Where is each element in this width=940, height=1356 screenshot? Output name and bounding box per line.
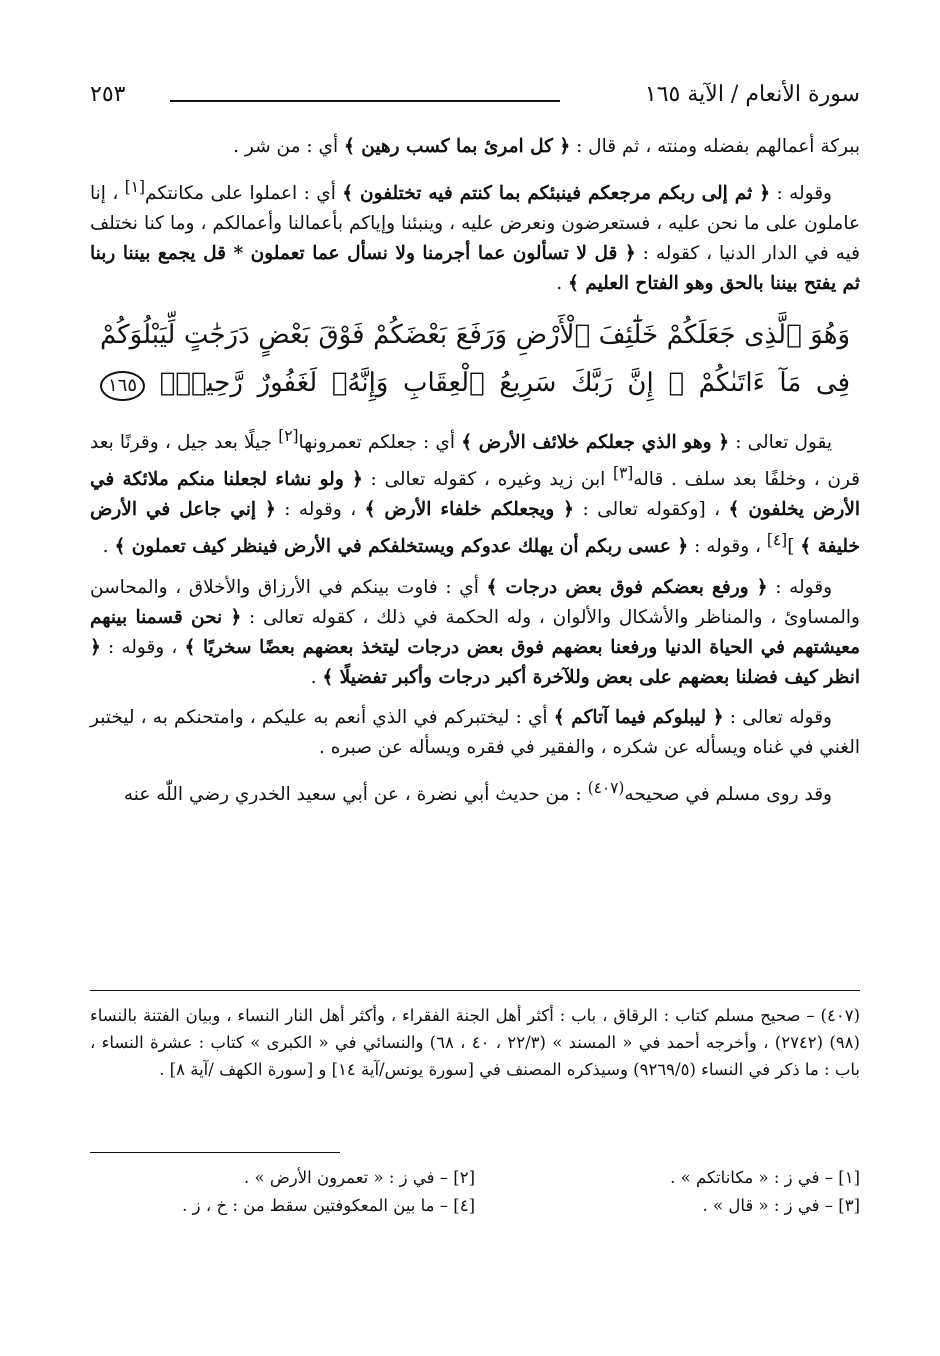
verse-block	[100, 311, 850, 407]
quran-quote: ﴿ إني جاعل في الأرض خليفة ﴾	[90, 499, 860, 558]
paragraph-2	[90, 172, 860, 299]
quran-quote: ﴿ عسى ربكم أن يهلك عدوكم ويستخلفكم في الأرض فينظر كيف تعملون ﴾	[114, 536, 689, 558]
paragraph-3	[90, 421, 860, 562]
variant-notes	[90, 1164, 860, 1220]
text: أي : جعلكم تعمرونها	[298, 432, 462, 454]
footnote: (٤٠٧) – صحيح مسلم كتاب : الرقاق ، باب : أكثر أهل الجنة الفقراء ، وأكثر أهل النار النساء ، وبيان الفتنة بالنساء (٩٨) (٢٧٤٢) ، وأخرجه أحمد في « المسند » (٢٢/٣ ، ٤٠ ، ٦٨) والنسائي في « الكبرى » كتاب : عشرة النساء ، باب : ما ذكر في النساء (٩٢٦٩/٥) وسيذكره المصنف في [سورة يونس/آية ١٤] و [سورة الكهف /آية ٨] .	[90, 1006, 860, 1079]
footnote-ref: (٤٠٧)	[587, 778, 625, 797]
text: : من حديث أبي نضرة ، عن أبي سعيد الخدري رضي اللّٰه عنه	[123, 783, 588, 805]
text: .	[310, 666, 323, 688]
variant-row	[90, 1192, 860, 1220]
quran-quote: ﴿ كل امرئ بما كسب رهين ﴾	[343, 136, 571, 157]
variant-ref: [٢]	[278, 427, 299, 446]
variant-note-3: [٣] – في ز : « قال » .	[702, 1196, 860, 1215]
text: ، وقوله :	[100, 636, 185, 658]
text: ، وقوله :	[688, 536, 767, 558]
text: ، إنا عاملون على ما نحن عليه ، فستعرضون ونعرض عليه ، وينبئنا وإياكم بأعمالنا وأعمالكم ، وما كنا نختلف فيه في الدار الدنيا ، كقوله :	[90, 183, 861, 265]
header-rule	[170, 100, 560, 102]
book-page	[90, 70, 860, 1300]
quran-quote: ﴿ ليبلوكم فيما آتاكم ﴾	[553, 706, 724, 728]
text: وقوله تعالى :	[723, 706, 832, 728]
text: وقوله :	[767, 576, 832, 598]
text: يقول تعالى :	[729, 432, 832, 454]
variant-row	[90, 1164, 860, 1192]
text: .	[102, 536, 115, 558]
quran-quote: ﴿ ولو نشاء لجعلنا منكم ملائكة في الأرض يخلفون ﴾	[90, 469, 861, 521]
text: ، [وكقوله تعالى :	[574, 499, 729, 521]
running-title: سورة الأنعام / الآية ١٦٥	[644, 82, 860, 107]
text: أي : ليختبركم في الذي أنعم به عليكم ، وامتحنكم به ، ليختبر الغني في غناه ويسأله عن شكره ، والفقير في فقره ويسأله عن صبره .	[90, 706, 860, 758]
variant-note-2: [٢] – في ز : « تعمرون الأرض » .	[244, 1168, 475, 1187]
paragraph-1	[90, 132, 860, 162]
quran-quote: ﴿ قل لا تسألون عما أجرمنا ولا نسأل عما تعملون * قل يجمع بيننا ربنا ثم يفتح بيننا بالحق وهو الفتاح العليم ﴾	[90, 243, 860, 295]
quran-quote: ﴿ ويجعلكم خلفاء الأرض ﴾	[364, 499, 575, 521]
text: ببركة أعمالهم بفضله ومنته ، ثم قال :	[570, 136, 860, 157]
quran-quote: ﴿ نحن قسمنا بينهم معيشتهم في الحياة الدنيا ورفعنا بعضهم فوق بعض درجات ليتخذ بعضهم بعضًا سخريًا ﴾	[90, 606, 860, 658]
paragraph-6	[90, 773, 860, 810]
text: .	[556, 273, 568, 295]
text: أي : من شر .	[233, 136, 344, 157]
variant-note-4: [٤] – ما بين المعكوفتين سقط من : خ ، ز .	[182, 1196, 475, 1215]
text: وقوله :	[770, 183, 832, 205]
text: ابن زيد وغيره ، كقوله تعالى :	[362, 469, 613, 491]
paragraph-4	[90, 573, 860, 693]
variant-note-1: [١] – في ز : « مكاناتكم » .	[670, 1168, 860, 1187]
footnote-separator	[90, 990, 860, 991]
quran-quote: ﴿ ثم إلى ربكم مرجعكم فينبئكم بما كنتم فيه تختلفون ﴾	[342, 183, 771, 205]
text: أي : فاوت بينكم في الأرزاق والأخلاق ، والمحاسن والمساوئ ، والمناظر والأشكال والألوان ، وله الحكمة في ذلك ، كقوله تعالى :	[90, 576, 860, 628]
text: جيلًا بعد جيل ، وقرنًا بعد قرن ، وخلفًا بعد سلف . قاله	[90, 432, 860, 491]
page-number: ٢٥٣	[90, 82, 126, 107]
page-body	[90, 132, 860, 820]
variants-separator	[90, 1152, 340, 1153]
page-header	[90, 82, 860, 116]
paragraph-5	[90, 703, 860, 763]
quran-quote: ﴿ وهو الذي جعلكم خلائف الأرض ﴾	[461, 432, 730, 454]
verse-number-ornament: ١٦٥	[100, 371, 145, 401]
text: ، وقوله :	[275, 499, 365, 521]
variant-ref: [٣]	[612, 464, 634, 483]
quran-quote: ﴿ انظر كيف فضلنا بعضهم على بعض وللآخرة أكبر درجات وأكبر تفضيلًا ﴾	[90, 636, 860, 688]
text: أي : اعملوا على مكانتكم	[145, 183, 343, 205]
text: وقد روى مسلم في صحيحه	[624, 783, 832, 805]
text: ]	[787, 536, 801, 558]
variant-ref: [١]	[124, 178, 146, 196]
variant-ref: [٤]	[766, 531, 788, 550]
quran-quote: ﴿ ورفع بعضكم فوق بعض درجات ﴾	[486, 576, 768, 598]
verse-text: وَهُوَ ٱلَّذِى جَعَلَكُمْ خَلَٰٓئِفَ ٱلْأَرْضِ وَرَفَعَ بَعْضَكُمْ فَوْقَ بَعْضٍ دَرَجَٰتٍ لِّيَبْلُوَكُمْ فِى مَآ ءَاتَىٰكُمْ ۗ إِنَّ رَبَّكَ سَرِيعُ ٱلْعِقَابِ وَإِنَّهُۥ لَغَفُورٌ رَّحِيمٌۢ	[100, 320, 850, 399]
